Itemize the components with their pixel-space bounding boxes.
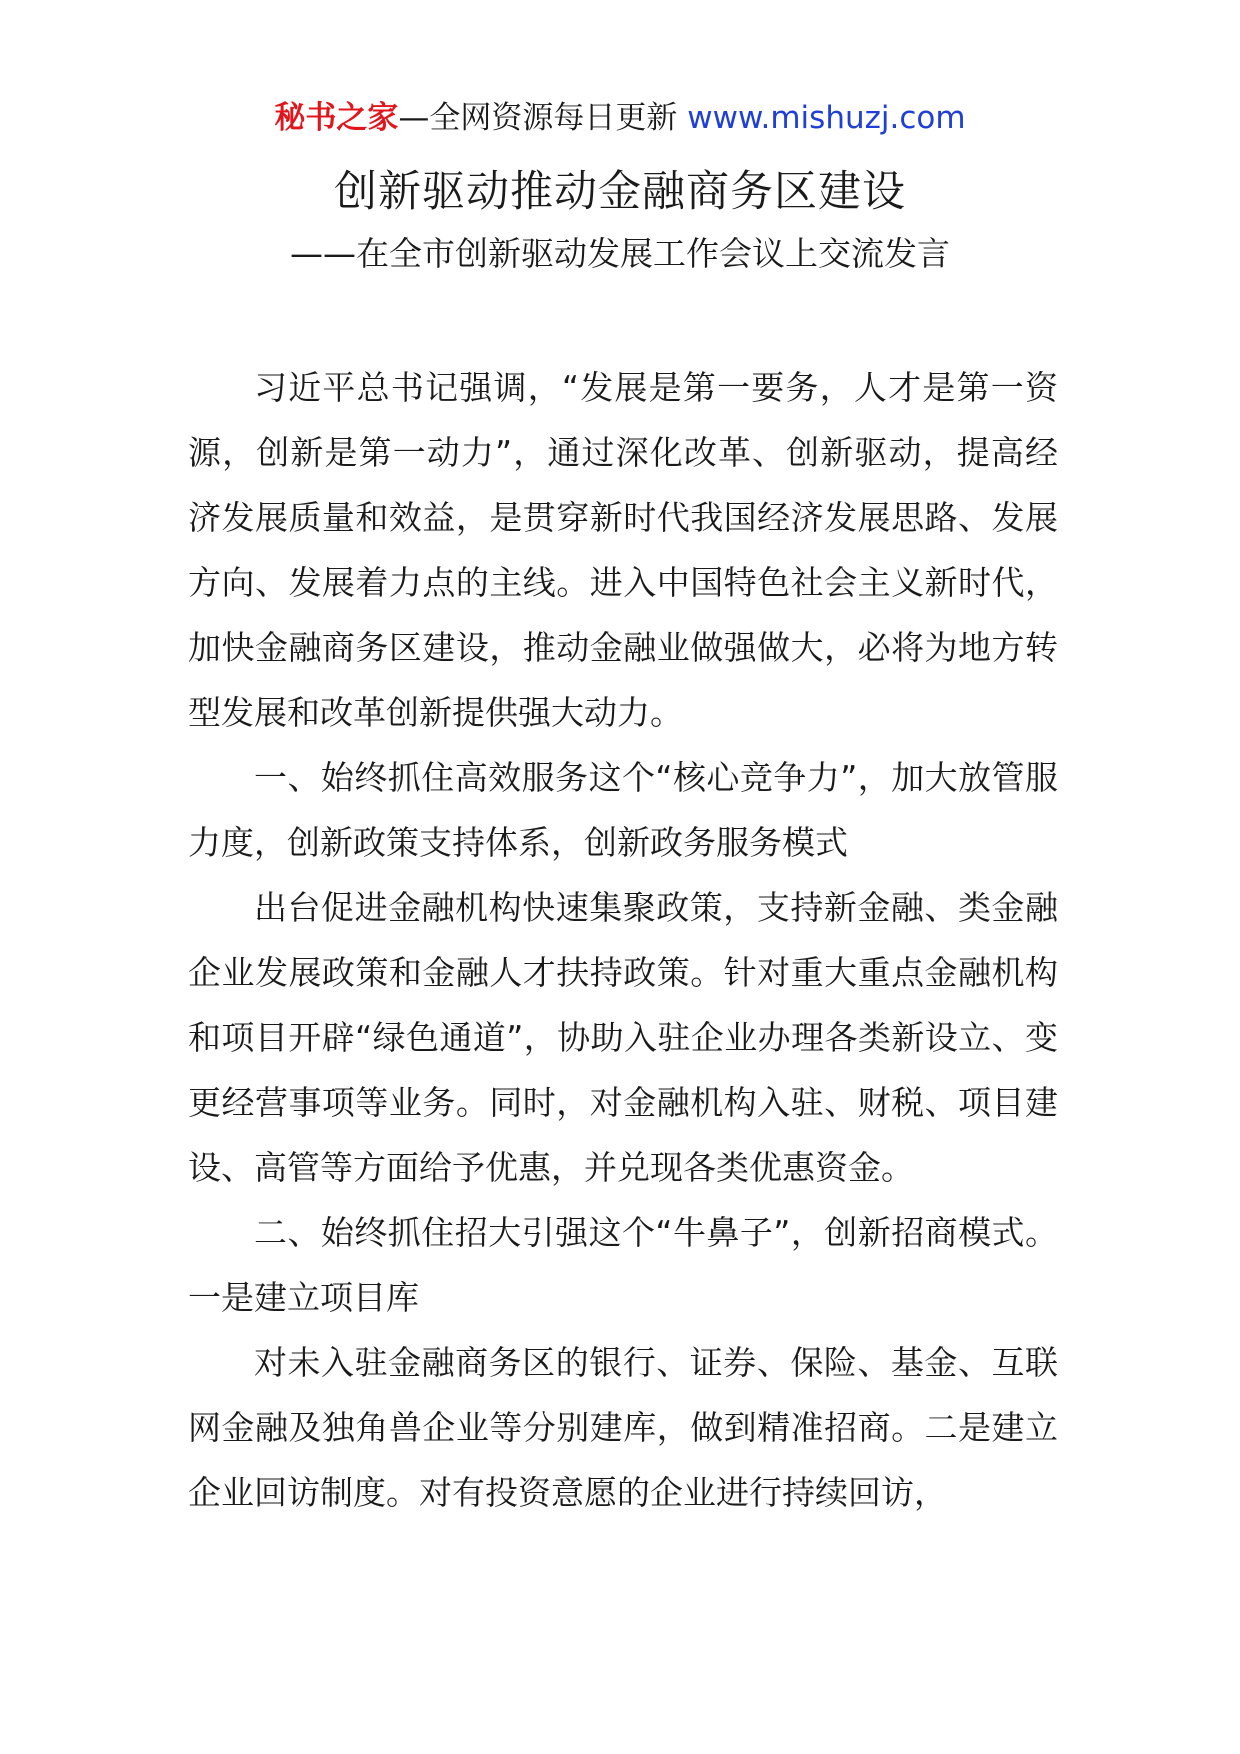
document-subtitle: ——在全市创新驱动发展工作会议上交流发言: [290, 234, 950, 273]
paragraph-section-2: 对未入驻金融商务区的银行、证券、保险、基金、互联网金融及独角兽企业等分别建库，做到精准招商。二是建立企业回访制度。对有投资意愿的企业进行持续回访，: [188, 1343, 1058, 1512]
banner-brand: 秘书之家: [274, 100, 399, 136]
paragraph-intro: 习近平总书记强调，“发展是第一要务，人才是第一资源，创新是第一动力”，通过深化改革、创新驱动，提高经济发展质量和效益，是贯穿新时代我国经济发展思路、发展方向、发展着力点的主线。进入中国特色社会主义新时代，加快金融商务区建设，推动金融业做强做大，必将为地方转型发展和改革创新提供强大动力。: [188, 368, 1058, 732]
document-body: [188, 355, 1058, 1525]
document-title: 创新驱动推动金融商务区建设: [334, 167, 906, 217]
section-heading-2: 二、始终抓住招大引强这个“牛鼻子”，创新招商模式。一是建立项目库: [188, 1213, 1058, 1317]
banner-tagline: —全网资源每日更新: [398, 100, 678, 136]
section-heading-1: 一、始终抓住高效服务这个“核心竞争力”，加大放管服力度，创新政策支持体系，创新政务服务模式: [188, 758, 1058, 862]
banner-url[interactable]: www.mishuzj.com: [687, 100, 966, 136]
paragraph-section-1: 出台促进金融机构快速集聚政策，支持新金融、类金融企业发展政策和金融人才扶持政策。针对重大重点金融机构和项目开辟“绿色通道”，协助入驻企业办理各类新设立、变更经营事项等业务。同时，对金融机构入驻、财税、项目建设、高管等方面给予优惠，并兑现各类优惠资金。: [188, 888, 1058, 1187]
site-banner: [0, 98, 1240, 138]
